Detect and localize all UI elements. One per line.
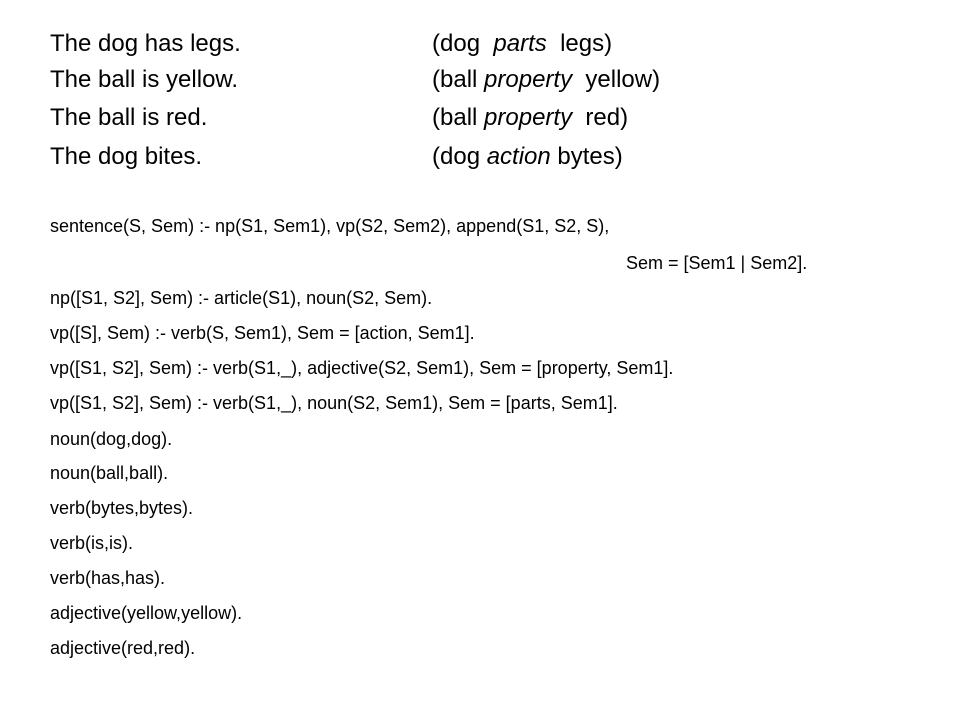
example-row: [50, 104, 628, 132]
code-line: noun(dog,dog).: [50, 429, 173, 449]
code-line: vp([S], Sem) :- verb(S, Sem1), Sem = [action, Sem1].: [50, 323, 475, 343]
example-semantics: [432, 104, 628, 131]
code-line: verb(has,has).: [50, 568, 166, 588]
sem-close: yellow): [572, 66, 661, 93]
sem-open: (ball: [432, 66, 485, 93]
sem-close: bytes): [550, 143, 623, 170]
code-line: vp([S1, S2], Sem) :- verb(S1,_), noun(S2, Sem1), Sem = [parts, Sem1].: [50, 393, 618, 413]
code-line: np([S1, S2], Sem) :- article(S1), noun(S2, Sem).: [50, 288, 433, 308]
sem-close: red): [572, 104, 629, 131]
code-line: adjective(red,red).: [50, 638, 196, 658]
sem-open: (dog: [432, 30, 494, 57]
sem-open: (dog: [432, 143, 487, 170]
example-sentence: The dog has legs.: [50, 30, 241, 57]
example-sentence: The ball is red.: [50, 104, 208, 131]
example-row: [50, 143, 623, 171]
sem-relation: property: [484, 66, 573, 93]
example-semantics: [432, 143, 623, 170]
code-line: sentence(S, Sem) :- np(S1, Sem1), vp(S2, Sem2), append(S1, S2, S),: [50, 216, 610, 236]
example-row: [50, 66, 660, 94]
sem-relation: action: [486, 143, 551, 170]
code-line: verb(bytes,bytes).: [50, 498, 194, 518]
example-row: [50, 30, 612, 58]
sem-relation: property: [484, 104, 573, 131]
example-semantics: [432, 66, 660, 93]
example-sentence: The dog bites.: [50, 143, 203, 170]
sem-relation: parts: [493, 30, 547, 57]
code-line-continuation: Sem = [Sem1 | Sem2].: [626, 253, 808, 273]
code-line: noun(ball,ball).: [50, 463, 169, 483]
sem-open: (ball: [432, 104, 485, 131]
sem-close: legs): [546, 30, 613, 57]
code-line: vp([S1, S2], Sem) :- verb(S1,_), adjective(S2, Sem1), Sem = [property, Sem1].: [50, 358, 674, 378]
example-semantics: [432, 30, 612, 57]
code-line: adjective(yellow,yellow).: [50, 603, 243, 623]
example-sentence: The ball is yellow.: [50, 66, 239, 93]
code-line: verb(is,is).: [50, 533, 134, 553]
